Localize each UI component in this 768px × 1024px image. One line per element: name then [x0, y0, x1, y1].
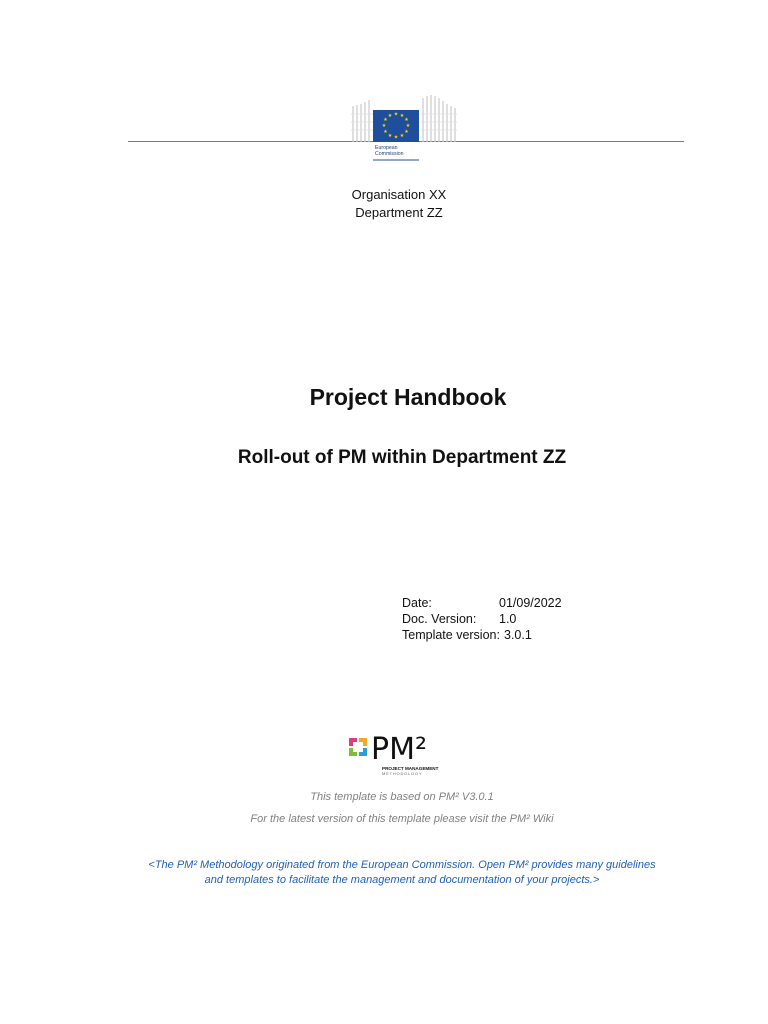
meta-date-value: 01/09/2022	[499, 596, 562, 610]
svg-text:★: ★	[404, 129, 409, 135]
template-based-note: This template is based on PM² V3.0.1	[310, 791, 494, 803]
svg-text:★: ★	[399, 133, 405, 139]
template-latest-note: For the latest version of this template please visit the PM² Wiki	[250, 813, 554, 825]
meta-doc-version-value: 1.0	[499, 612, 517, 626]
meta-template-version-value: 3.0.1	[504, 628, 532, 642]
document-subtitle: Roll-out of PM within Department ZZ	[237, 447, 567, 468]
meta-template-version-label: Template version:	[402, 628, 500, 642]
meta-doc-version-label: Doc. Version:	[402, 612, 477, 626]
department-name: Department ZZ	[355, 205, 443, 220]
svg-text:★: ★	[393, 134, 399, 141]
pm2-logo	[346, 730, 458, 778]
document-title: Project Handbook	[309, 384, 507, 410]
svg-text:★: ★	[383, 117, 388, 123]
svg-text:★: ★	[404, 117, 409, 123]
methodology-info	[104, 858, 700, 888]
pm2-tagline-1: PROJECT MANAGEMENT	[382, 766, 439, 771]
pm2-wordmark: PM²	[371, 732, 428, 767]
svg-text:★: ★	[405, 123, 411, 129]
meta-date-label: Date:	[402, 596, 432, 610]
pm2-pinwheel-icon	[349, 738, 367, 756]
svg-text:★: ★	[393, 111, 399, 118]
svg-text:★: ★	[381, 123, 387, 129]
svg-text:★: ★	[383, 129, 388, 135]
svg-text:★: ★	[387, 133, 393, 139]
svg-text:★: ★	[399, 113, 405, 119]
methodology-info-line-1: <The PM² Methodology originated from the European Commission. Open PM² provides many guidelines	[148, 859, 656, 871]
european-commission-logo	[349, 92, 459, 164]
logo-text-european: European	[375, 145, 398, 151]
svg-text:★: ★	[387, 113, 393, 119]
logo-text-commission: Commission	[375, 151, 404, 157]
methodology-info-line-2: and templates to facilitate the management and documentation of your projects.>	[204, 874, 600, 886]
organisation-name: Organisation XX	[351, 187, 447, 202]
pm2-tagline-2: METHODOLOGY	[382, 771, 423, 776]
